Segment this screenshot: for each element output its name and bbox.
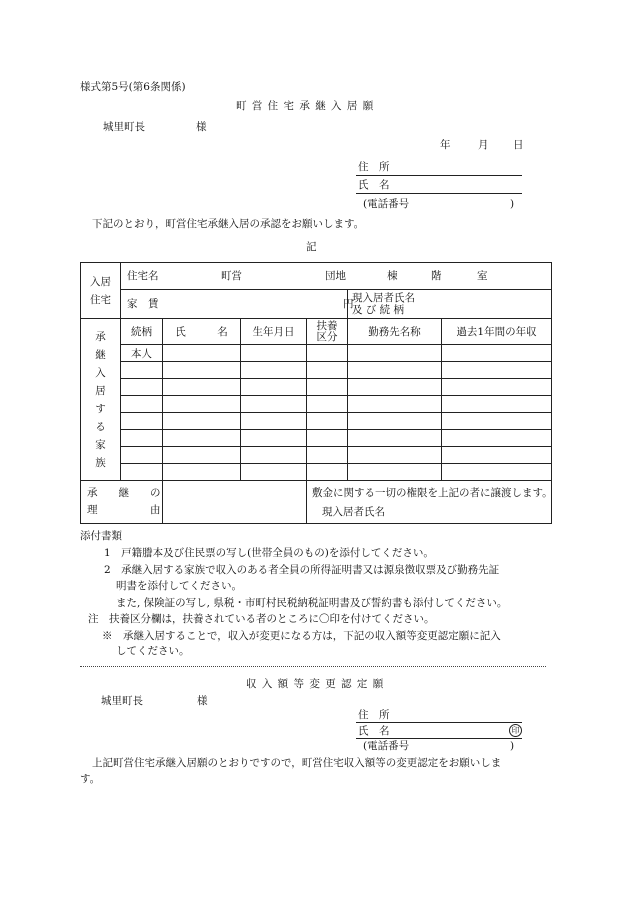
caution-line-1: ※ 承継入居することで，収入が変更になる方は，下記の収入額等変更認定願に記入	[102, 630, 501, 642]
phone-close: )	[510, 198, 515, 210]
transfer-text: 敷金に関する一切の権限を上記の者に譲渡します。	[312, 487, 553, 499]
phone-label: (電話番号	[363, 198, 410, 210]
header-dependent: 扶養 区分	[307, 319, 348, 345]
caution-line-2: してください。	[116, 645, 190, 657]
header-employer: 勤務先名称	[348, 319, 442, 345]
current-tenant-label: 現入居者氏名	[352, 292, 415, 304]
form2-phone-label: (電話番号	[363, 740, 410, 752]
family-row	[81, 362, 552, 379]
housing-shitsu: 室	[477, 270, 488, 282]
date-year: 年	[440, 139, 451, 151]
family-row	[81, 447, 552, 464]
form2-name-line[interactable]	[356, 738, 522, 739]
address-line[interactable]	[356, 175, 522, 176]
rent-label: 家 賃	[127, 298, 159, 310]
family-row	[81, 345, 552, 362]
header-birthdate: 生年月日	[241, 319, 307, 345]
form2-phone-close: )	[510, 740, 515, 752]
application-table	[80, 262, 552, 524]
honorific: 様	[196, 121, 207, 133]
housing-town: 町営	[221, 270, 242, 282]
address-label: 住 所	[358, 161, 390, 173]
name-label: 氏 名	[358, 179, 390, 191]
form2-request-line-1: 上記町営住宅承継入居願のとおりですので，町営住宅収入額等の変更認定をお願いしま	[92, 757, 502, 769]
date-day: 日	[513, 139, 524, 151]
date-month: 月	[478, 139, 489, 151]
ki-heading: 記	[306, 241, 317, 253]
housing-danchi: 団地	[325, 270, 346, 282]
housing-kai: 階	[431, 270, 442, 282]
form2-address-label: 住 所	[358, 709, 390, 721]
header-income: 過去1年間の年収	[442, 319, 552, 345]
housing-section-label: 入居 住宅	[81, 263, 121, 319]
header-name: 氏 名	[163, 319, 241, 345]
succession-reason-label-cell	[81, 481, 163, 524]
form2-title: 収 入 額 等 変 更 認 定 願	[246, 678, 385, 690]
form2-addressee: 城里町長	[101, 695, 143, 707]
housing-mune: 棟	[387, 270, 398, 282]
attachment-item-2-line-2: 明書を添付してください。	[116, 580, 242, 592]
attachment-item-2-line-3: また, 保険証の写し, 県税・市町村民税納税証明書及び誓約書も添付してください。	[116, 597, 508, 609]
succession-reason-field[interactable]	[163, 481, 307, 524]
rent-cell[interactable]	[121, 290, 354, 319]
family-row	[81, 464, 552, 481]
family-section-label: 承 継 入 居 す る 家 族	[81, 319, 121, 481]
attachment-item-2-line-1: 2 承継入居する家族で収入のある者全員の所得証明書又は源泉徴収票及び勤務先証	[104, 564, 500, 576]
form-number: 様式第5号(第6条関係)	[80, 81, 186, 93]
form-title: 町 営 住 宅 承 継 入 居 願	[236, 100, 375, 112]
form2-address-line[interactable]	[356, 722, 522, 723]
housing-name-label: 住宅名	[127, 270, 159, 282]
family-row	[81, 396, 552, 413]
family-row	[81, 430, 552, 447]
form2-honorific: 様	[197, 695, 208, 707]
succession-reason-label-2: 理 由	[87, 504, 161, 516]
family-name-cell[interactable]	[163, 345, 241, 362]
family-row	[81, 413, 552, 430]
first-relation: 本人	[121, 345, 163, 362]
dependent-note: 注 扶養区分欄は，扶養されている者のところに〇印を付けてください。	[88, 613, 435, 625]
current-tenant-relation-label: 及 び 続 柄	[352, 304, 405, 316]
attachment-item-1: 1 戸籍謄本及び住民票の写し(世帯全員のもの)を添付してください。	[104, 547, 434, 559]
form2-request-line-2: す。	[80, 773, 101, 785]
family-row	[81, 379, 552, 396]
seal-icon: 印	[509, 724, 522, 737]
housing-name-cell[interactable]	[121, 263, 552, 290]
transfer-cell[interactable]	[307, 481, 552, 524]
current-tenant-cell[interactable]	[348, 290, 552, 319]
name-line[interactable]	[356, 193, 522, 194]
request-text: 下記のとおり，町営住宅承継入居の承認をお願いします。	[92, 218, 365, 230]
form2-name-label: 氏 名	[358, 725, 390, 737]
header-relation: 続柄	[121, 319, 163, 345]
rent-yen: 円	[343, 298, 354, 310]
succession-reason-label-1: 承 継 の	[87, 487, 161, 499]
attachments-heading: 添付書類	[80, 530, 122, 542]
current-tenant-name: 現入居者氏名	[322, 506, 385, 518]
cut-line	[80, 666, 546, 667]
addressee: 城里町長	[103, 121, 145, 133]
